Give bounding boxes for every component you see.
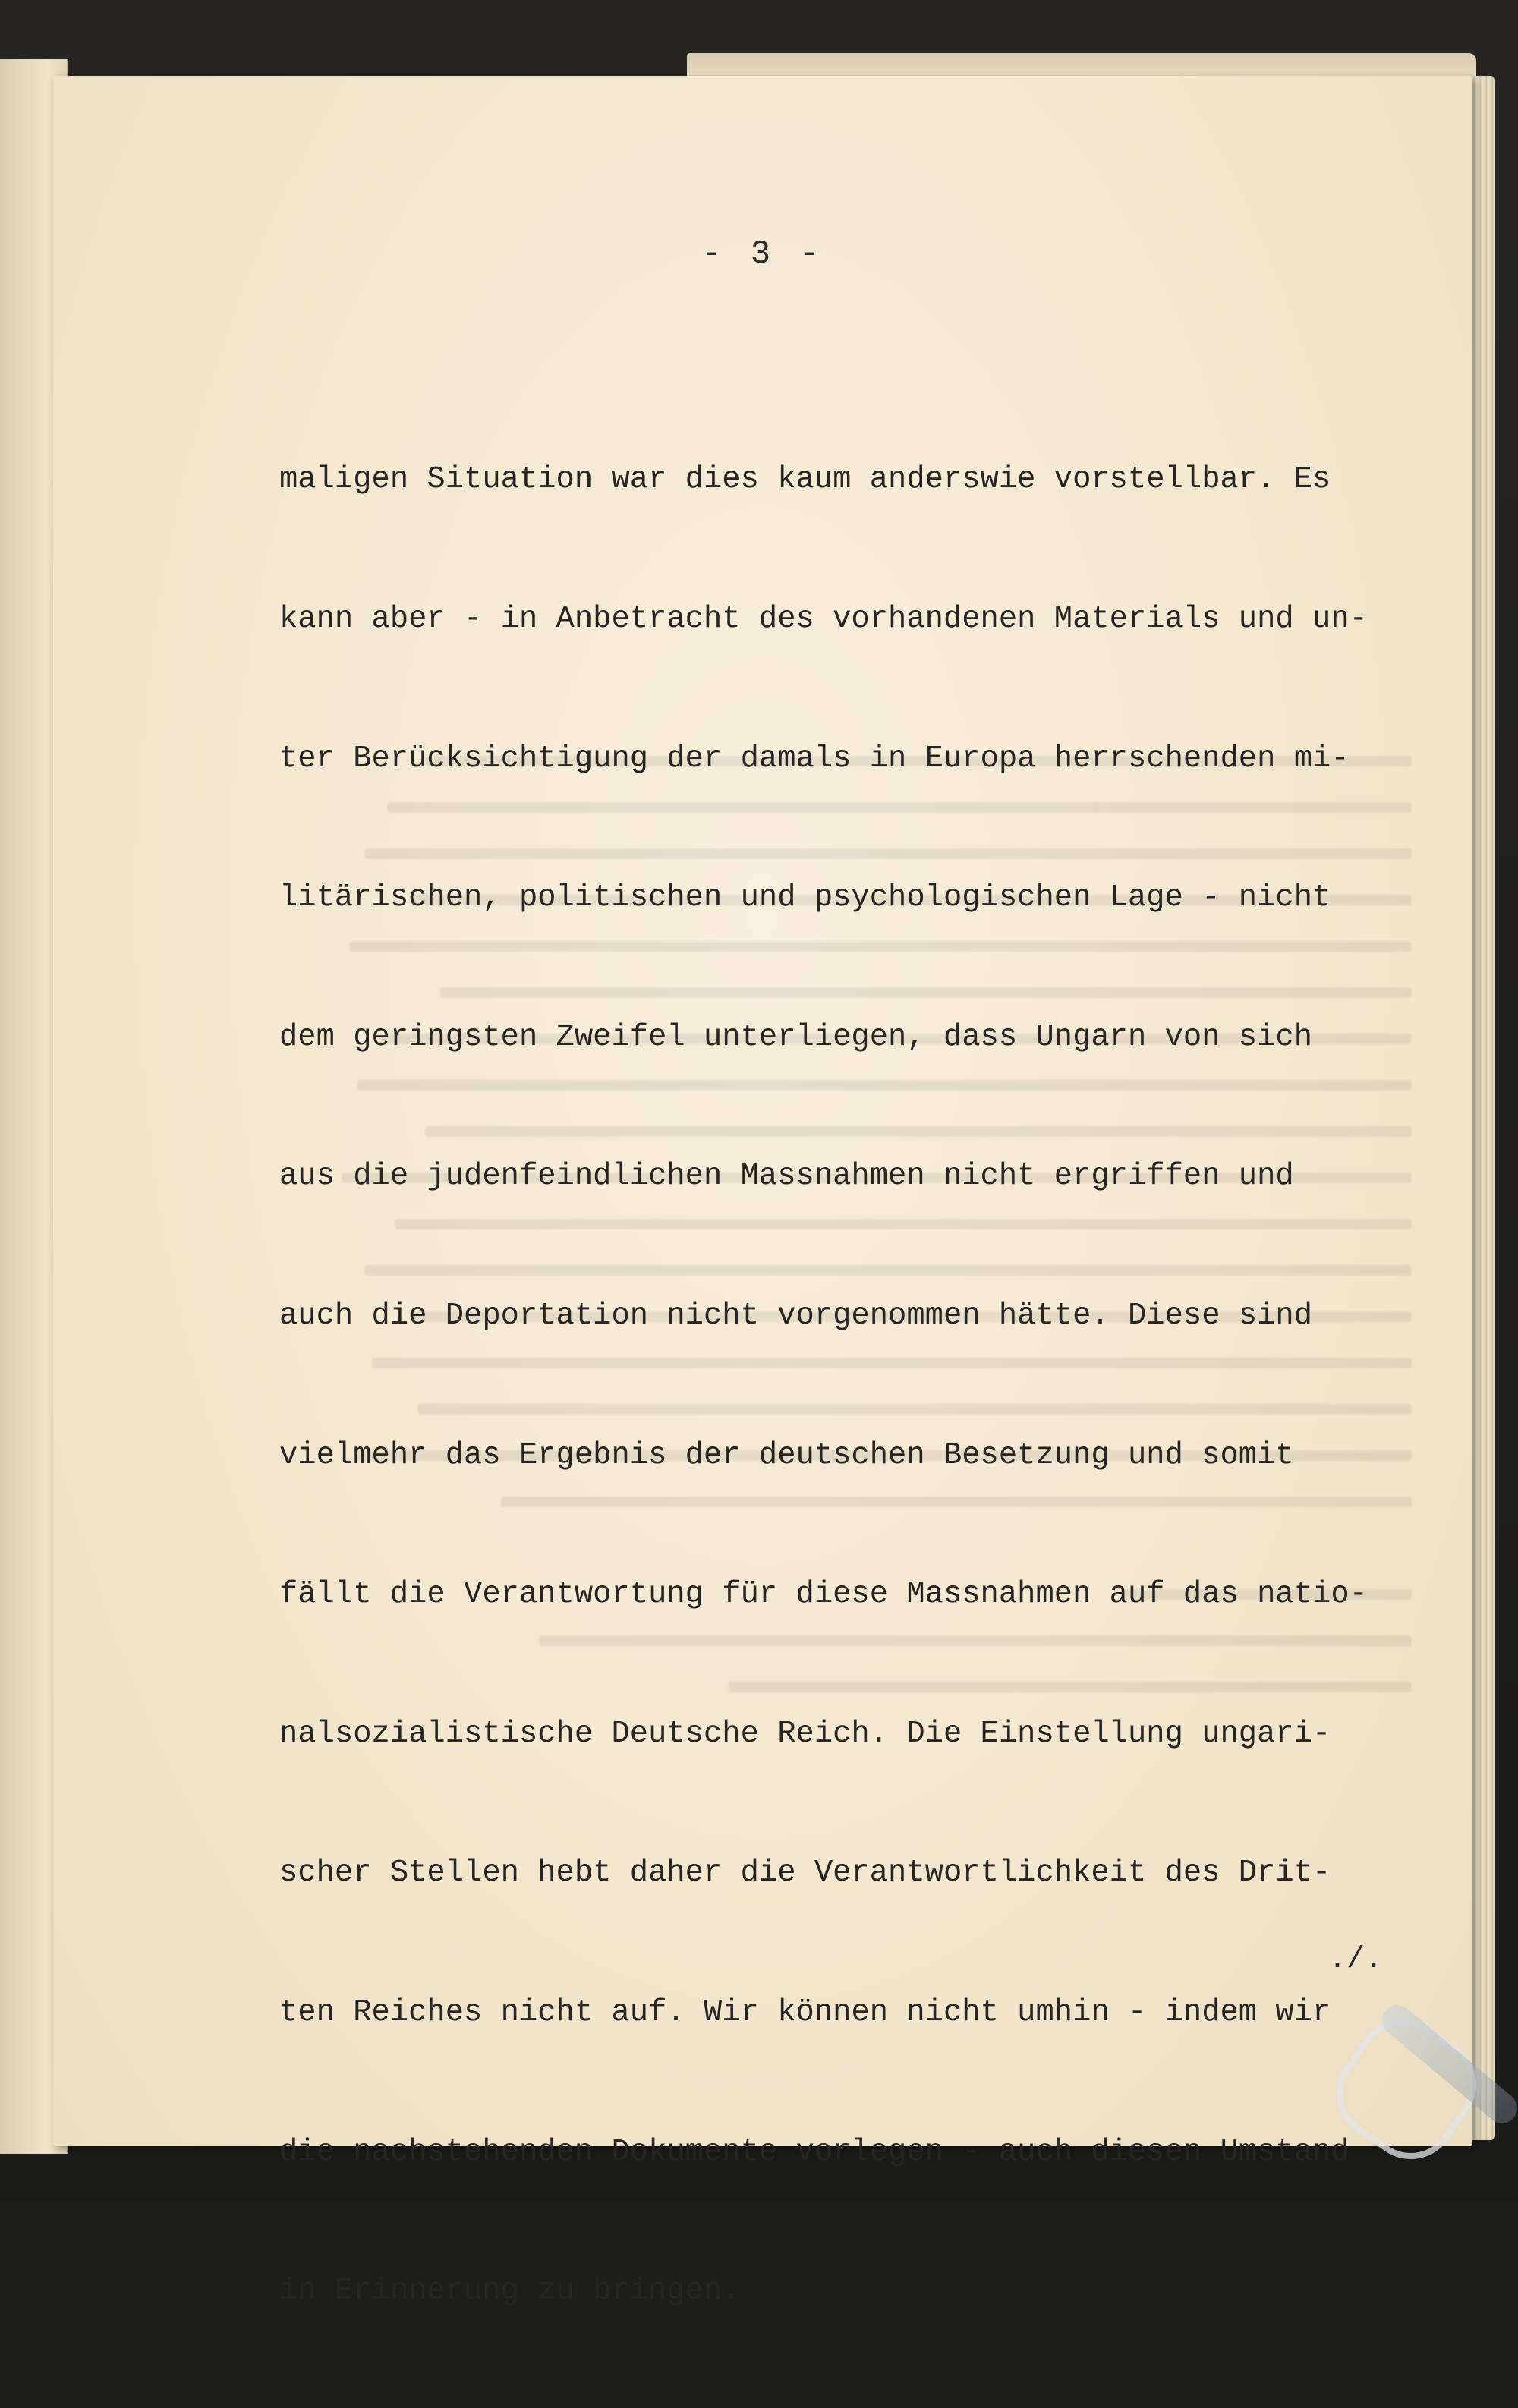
page-number: - 3 - — [701, 235, 825, 273]
document-page — [53, 76, 1472, 2309]
text-line: in Erinnerung zu bringen. — [279, 2274, 741, 2309]
text-line: kann aber - in Anbetracht des vorhandenen Materials und un- — [279, 602, 1368, 637]
text-line: fällt die Verantwortung für diese Massnahmen auf das natio- — [279, 1577, 1368, 1613]
text-line: ter Berücksichtigung der damals in Europa herrschenden mi- — [279, 741, 1350, 776]
text-line: nalsozialistische Deutsche Reich. Die Einstellung ungari- — [279, 1716, 1331, 1752]
text-line: aus die judenfeindlichen Massnahmen nicht ergriffen und — [279, 1159, 1294, 1195]
text-line: vielmehr das Ergebnis der deutschen Besetzung und somit — [279, 1437, 1294, 1473]
text-line: maligen Situation war dies kaum anderswie vorstellbar. Es — [279, 462, 1331, 498]
text-line: ten Reiches nicht auf. Wir können nicht umhin - indem wir — [279, 1994, 1331, 2030]
text-line: auch die Deportation nicht vorgenommen hätte. Diese sind — [279, 1298, 1313, 1333]
text-line: dem geringsten Zweifel unterliegen, dass Ungarn von sich — [279, 1019, 1313, 1055]
continuation-mark: ./. — [1328, 1943, 1384, 1977]
text-line: litärischen, politischen und psychologischen Lage - nicht — [279, 880, 1331, 916]
text-line: die nachstehenden Dokumente vorlegen - auch diesen Umstand — [279, 2134, 1350, 2170]
text-line: scher Stellen hebt daher die Verantwortlichkeit des Drit- — [279, 1856, 1331, 1891]
body-paragraph — [279, 364, 1463, 2408]
